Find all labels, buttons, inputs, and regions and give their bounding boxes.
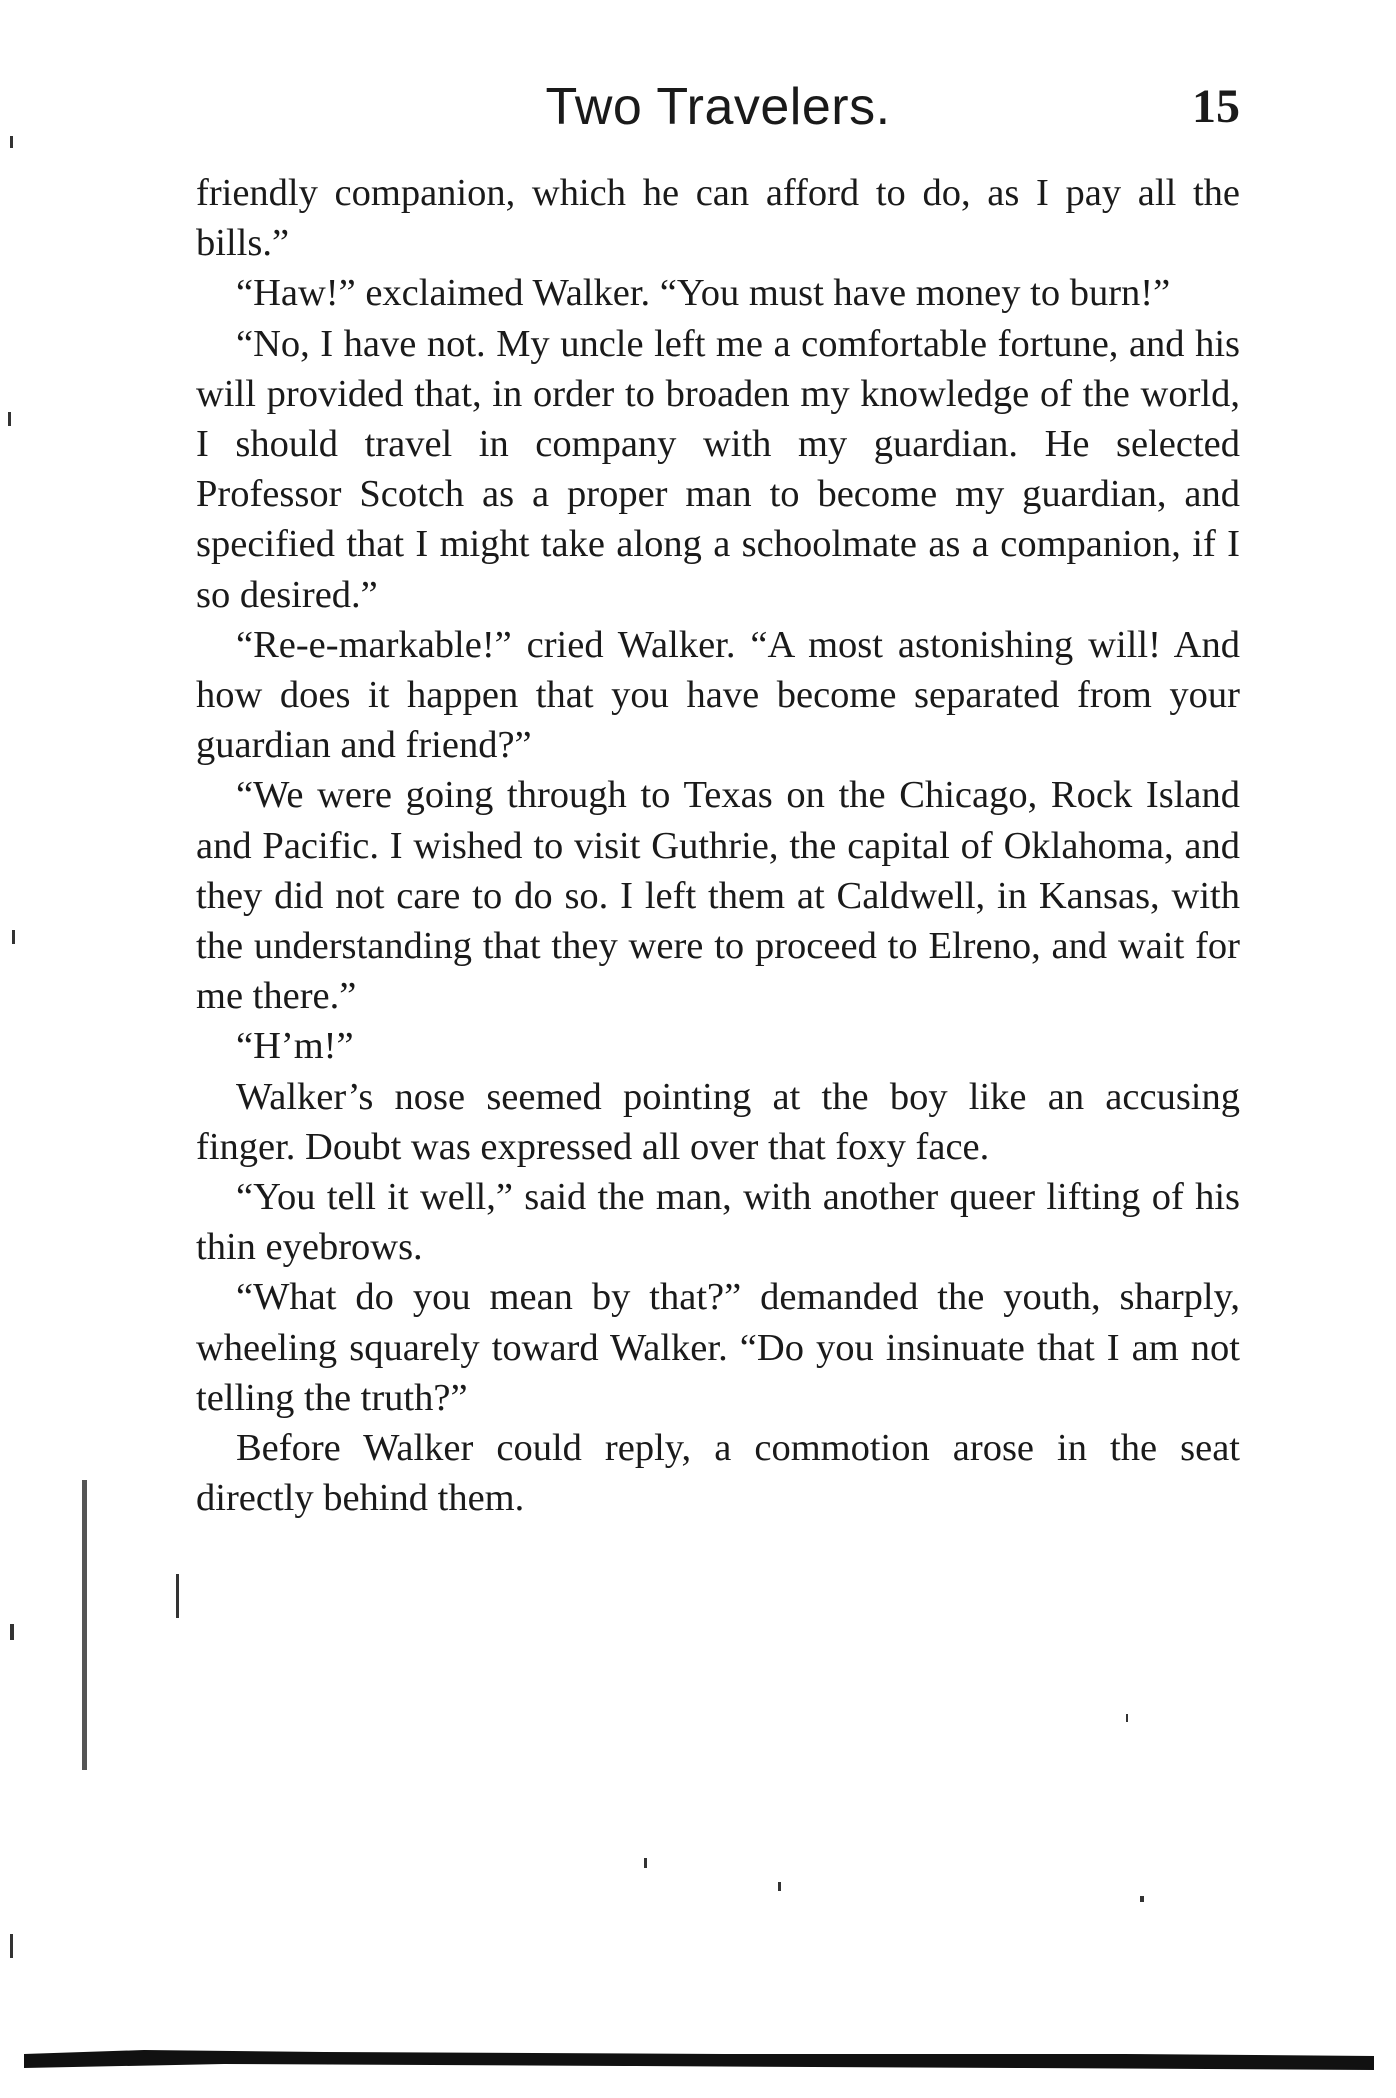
scan-speck bbox=[1140, 1896, 1144, 1902]
paragraph: “You tell it well,” said the man, with another queer lifting of his thin eyebrows. bbox=[196, 1176, 1240, 1269]
running-head bbox=[196, 72, 1240, 142]
scan-speck bbox=[10, 136, 13, 148]
scan-speck bbox=[8, 412, 11, 426]
paragraph: “We were going through to Texas on the Chicago, Rock Island and Pacific. I wished to visit Guthrie, the capital of Oklahoma, and they did not care to do so. I left them at Caldwell, in Kansas, with the understanding that they were to proceed to Elreno, and wait for me there.” bbox=[196, 774, 1240, 1018]
paragraph: Before Walker could reply, a commotion arose in the seat directly behind them. bbox=[196, 1427, 1240, 1520]
running-title: Two Travelers. bbox=[545, 78, 891, 136]
scan-speck bbox=[12, 930, 15, 944]
bottom-scan-edge bbox=[24, 2040, 1374, 2074]
scan-speck bbox=[176, 1574, 179, 1618]
body-text bbox=[196, 168, 1240, 1523]
paragraph: “H’m!” bbox=[236, 1025, 354, 1068]
paragraph: “Haw!” exclaimed Walker. “You must have money to burn!” bbox=[236, 272, 1171, 315]
paragraph: “Re-e-markable!” cried Walker. “A most astonishing will! And how does it happen that you have become separated from your guardian and friend?” bbox=[196, 623, 1240, 767]
paragraph: Walker’s nose seemed pointing at the boy like an accusing finger. Doubt was expressed all over that foxy face. bbox=[196, 1075, 1240, 1168]
scan-speck bbox=[10, 1934, 13, 1958]
scan-speck bbox=[644, 1858, 647, 1868]
page-number: 15 bbox=[1192, 80, 1240, 133]
paragraph: “What do you mean by that?” demanded the youth, sharply, wheeling squarely toward Walker. “Do you insinuate that I am not telling the truth?” bbox=[196, 1276, 1240, 1419]
paragraph: “No, I have not. My uncle left me a comfortable fortune, and his will provided that, in order to broaden my knowledge of the world, I should travel in company with my guardian. He selected Professor Scotch as a proper man to become my guardian, and specified that I might take along a schoolmate as a companion, if I so desired.” bbox=[196, 322, 1240, 616]
scan-speck bbox=[82, 1480, 87, 1770]
paragraph: friendly companion, which he can afford to do, as I pay all the bills.” bbox=[196, 172, 1240, 265]
scan-speck bbox=[778, 1882, 781, 1891]
scan-speck bbox=[1126, 1714, 1128, 1722]
scan-speck bbox=[10, 1624, 14, 1640]
